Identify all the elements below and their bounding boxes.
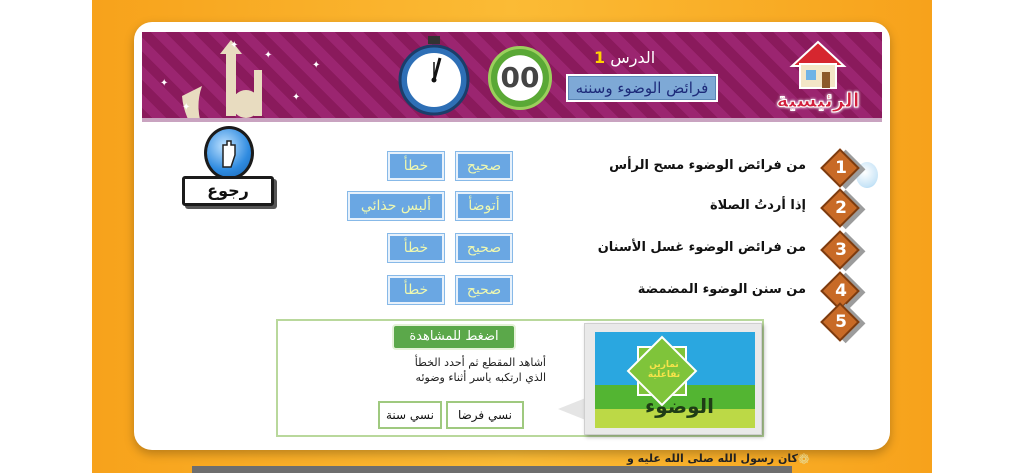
question-1-answer-true[interactable]: صحيح (456, 152, 512, 180)
home-button[interactable] (762, 36, 874, 118)
game-stage (92, 0, 932, 473)
video-instructions: أشاهد المقطع ثم أحدد الخطأ الذي ارتكبه ياسر أثناء وضوئه (414, 356, 546, 384)
question-5-badge: 5 (822, 306, 862, 338)
home-icon (762, 36, 874, 96)
question-3-answer-true[interactable]: صحيح (456, 234, 512, 262)
question-4-text: من سنن الوضوء المضمضة (637, 282, 806, 297)
question-1-text: من فرائض الوضوء مسح الرأس (609, 158, 806, 173)
back-label: رجوع (182, 176, 274, 206)
question-3-answer-false[interactable]: خطأ (388, 234, 444, 262)
ornament-icon: ❁ (798, 452, 810, 468)
lesson-text: الدرس (610, 48, 656, 67)
back-button[interactable] (182, 126, 278, 212)
question-1-badge: 1 (822, 152, 862, 184)
left-letterbox (0, 0, 92, 473)
video-question-box (276, 319, 764, 437)
option-forgot-fard[interactable]: نسي فرضا (446, 401, 524, 429)
question-4-answer-false[interactable]: خطأ (388, 276, 444, 304)
lesson-topic: فرائض الوضوء وسننه (566, 74, 718, 102)
ticker-bar (192, 466, 792, 473)
right-letterbox (932, 0, 1024, 473)
back-hand-icon (204, 126, 254, 180)
header-banner: ✦ ✦ ✦ ✦ ✦ ✦ 00 1 الدرس فرائض الوضوء وسننه الرئيسية (142, 32, 882, 122)
lesson-number: 1 (594, 48, 606, 67)
question-1-answer-false[interactable]: خطأ (388, 152, 444, 180)
thumbnail-badge: تمارين تفاعلية (647, 360, 681, 380)
option-forgot-sunnah[interactable]: نسي سنة (378, 401, 442, 429)
score-counter: 00 (488, 46, 552, 110)
timer-clock-icon (396, 36, 472, 116)
question-4-badge: 4 (822, 275, 862, 307)
main-panel (134, 22, 890, 450)
question-2-text: إذا أردتُ الصلاة (709, 198, 806, 213)
lesson-label (594, 48, 655, 67)
question-2-badge: 2 (822, 192, 862, 224)
question-4-answer-true[interactable]: صحيح (456, 276, 512, 304)
question-2-answer-2[interactable]: ألبس حذائي (348, 192, 444, 220)
home-label: الرئيسية (776, 88, 860, 112)
thumbnail-image (595, 332, 755, 428)
question-2-answer-1[interactable]: أتوضأ (456, 192, 512, 220)
hadith-ticker: كان رسول الله صلى الله عليه و (627, 452, 798, 465)
question-3-badge: 3 (822, 234, 862, 266)
watch-video-button[interactable]: اضغط للمشاهدة (392, 324, 516, 350)
thumbnail-title: الوضوء (645, 394, 714, 418)
video-thumbnail[interactable] (584, 323, 762, 435)
question-3-text: من فرائض الوضوء غسل الأسنان (597, 240, 806, 255)
